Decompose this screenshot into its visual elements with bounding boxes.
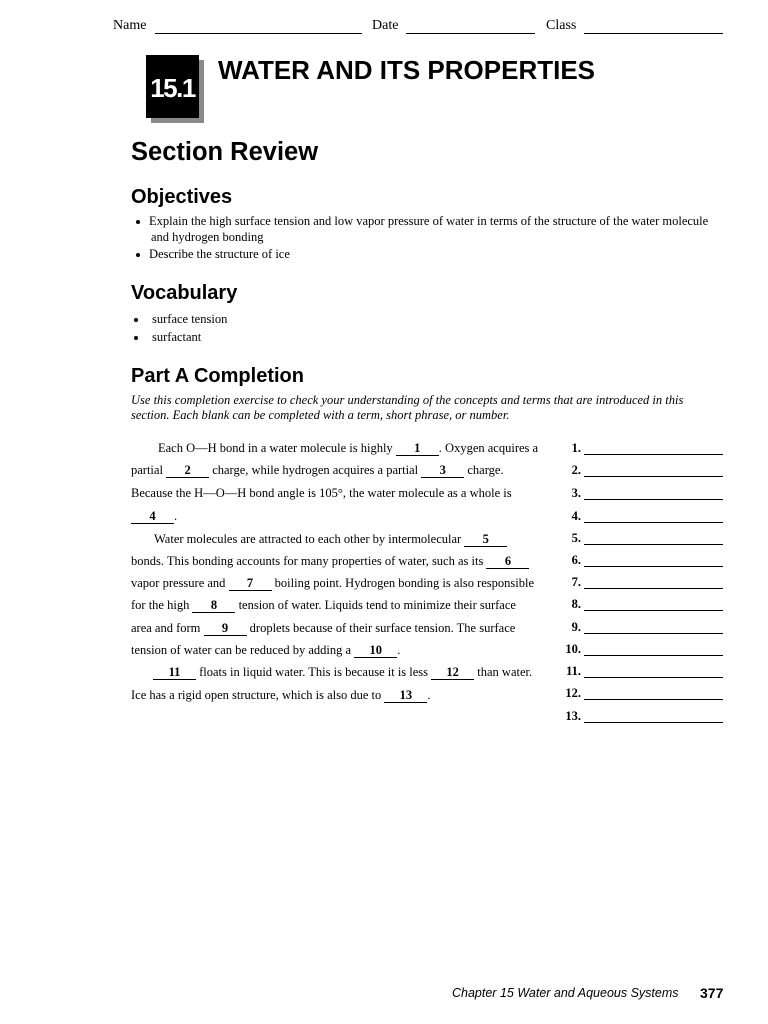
blank-8: 8 bbox=[192, 599, 235, 613]
passage-line bbox=[131, 487, 512, 500]
passage-text: . bbox=[174, 509, 178, 523]
passage-line bbox=[131, 555, 529, 569]
answer-line bbox=[584, 510, 723, 523]
blank-7: 7 bbox=[229, 577, 272, 591]
vocabulary-term: surfactant bbox=[152, 330, 202, 344]
bullet-icon bbox=[136, 220, 140, 224]
passage-text: floats in liquid water. This is because it is less bbox=[196, 665, 432, 679]
objective-text-continued: and hydrogen bonding bbox=[151, 230, 264, 244]
answer-number: 12. bbox=[565, 686, 581, 700]
passage-text: area and form bbox=[131, 621, 204, 635]
passage-line bbox=[131, 644, 400, 658]
answer-number: 6. bbox=[571, 553, 581, 567]
answer-number: 9. bbox=[571, 620, 581, 634]
passage-line bbox=[131, 599, 516, 613]
passage-line bbox=[158, 442, 538, 456]
passage-text: boiling point. Hydrogen bonding is also responsible bbox=[271, 576, 535, 590]
page-number: 377 bbox=[700, 985, 724, 1001]
answer-line bbox=[584, 621, 723, 634]
answer-row bbox=[556, 621, 723, 634]
answer-row bbox=[556, 532, 723, 545]
blank-5: 5 bbox=[464, 533, 507, 547]
passage-text: droplets because of their surface tension. The surface bbox=[246, 621, 516, 635]
answer-line bbox=[584, 487, 723, 500]
answer-line bbox=[584, 643, 723, 656]
answer-row bbox=[556, 710, 723, 723]
answer-number: 13. bbox=[565, 709, 581, 723]
answer-number: 7. bbox=[571, 575, 581, 589]
answer-number: 3. bbox=[571, 486, 581, 500]
passage-line bbox=[131, 510, 177, 524]
passage-text: charge. bbox=[464, 463, 504, 477]
objective-text: Describe the structure of ice bbox=[149, 247, 290, 261]
vocabulary-term: surface tension bbox=[152, 312, 228, 326]
passage-text: Ice has a rigid open structure, which is also due to bbox=[131, 688, 385, 702]
passage-line bbox=[131, 577, 534, 591]
name-line bbox=[155, 33, 362, 34]
blank-13: 13 bbox=[384, 689, 427, 703]
class-line bbox=[584, 33, 723, 34]
answer-line bbox=[584, 442, 723, 455]
passage-text: charge, while hydrogen acquires a partial bbox=[209, 463, 422, 477]
answer-row bbox=[556, 643, 723, 656]
answer-number: 11. bbox=[566, 664, 581, 678]
section-number-badge bbox=[146, 55, 199, 118]
answer-row bbox=[556, 487, 723, 500]
section-title: WATER AND ITS PROPERTIES bbox=[218, 55, 596, 85]
chapter-title: Chapter 15 Water and Aqueous Systems bbox=[452, 986, 679, 1000]
answer-line bbox=[584, 554, 723, 567]
class-label: Class bbox=[546, 18, 577, 33]
answer-line bbox=[584, 687, 723, 700]
passage-text: tension of water. Liquids tend to minimize their surface bbox=[235, 598, 516, 612]
passage-text: . Oxygen acquires a bbox=[438, 441, 539, 455]
passage-text: for the high bbox=[131, 598, 193, 612]
answer-row bbox=[556, 687, 723, 700]
section-number: 15.1 bbox=[150, 72, 195, 103]
passage-line bbox=[131, 464, 504, 478]
passage-line bbox=[131, 689, 431, 703]
passage-line bbox=[154, 533, 507, 547]
section-review-heading: Section Review bbox=[131, 138, 319, 166]
passage-text: bonds. This bonding accounts for many properties of water, such as its bbox=[131, 554, 487, 568]
answer-number: 2. bbox=[571, 463, 581, 477]
passage-line bbox=[131, 622, 515, 636]
answer-row bbox=[556, 442, 723, 455]
vocabulary-heading: Vocabulary bbox=[131, 282, 238, 304]
passage-text: Each O—H bond in a water molecule is highly bbox=[158, 441, 396, 455]
passage-text: vapor pressure and bbox=[131, 576, 229, 590]
passage-text: Because the H—O—H bond angle is 105°, the water molecule as a whole is bbox=[131, 486, 512, 500]
answer-line bbox=[584, 464, 723, 477]
answer-number: 10. bbox=[565, 642, 581, 656]
objective-text: Explain the high surface tension and low vapor pressure of water in terms of the structure of the water molecule bbox=[149, 214, 709, 228]
blank-11: 11 bbox=[153, 666, 196, 680]
bullet-icon bbox=[134, 336, 138, 340]
answer-row bbox=[556, 510, 723, 523]
answer-line bbox=[584, 576, 723, 589]
blank-6: 6 bbox=[486, 555, 529, 569]
blank-12: 12 bbox=[431, 666, 474, 680]
instructions-line: Use this completion exercise to check your understanding of the concepts and terms that are introduced in this bbox=[131, 393, 684, 407]
part-a-heading: Part A Completion bbox=[131, 365, 304, 387]
blank-4: 4 bbox=[131, 510, 174, 524]
passage-text: partial bbox=[131, 463, 167, 477]
answer-row bbox=[556, 576, 723, 589]
answer-number: 5. bbox=[571, 531, 581, 545]
passage-line bbox=[153, 666, 532, 680]
objectives-heading: Objectives bbox=[131, 186, 233, 208]
passage-text: than water. bbox=[474, 665, 533, 679]
answer-number: 4. bbox=[571, 509, 581, 523]
answer-row bbox=[556, 598, 723, 611]
answer-line bbox=[584, 665, 723, 678]
blank-9: 9 bbox=[204, 622, 247, 636]
passage-text: Water molecules are attracted to each other by intermolecular bbox=[154, 532, 465, 546]
blank-10: 10 bbox=[354, 644, 397, 658]
answer-line bbox=[584, 710, 723, 723]
answer-number: 8. bbox=[571, 597, 581, 611]
date-line bbox=[406, 33, 535, 34]
answer-row bbox=[556, 665, 723, 678]
instructions-line: section. Each blank can be completed with a term, short phrase, or number. bbox=[131, 408, 510, 422]
answer-line bbox=[584, 598, 723, 611]
bullet-icon bbox=[136, 253, 140, 257]
passage-text: . bbox=[427, 688, 431, 702]
date-label: Date bbox=[372, 18, 399, 33]
blank-3: 3 bbox=[421, 464, 464, 478]
answer-number: 1. bbox=[571, 441, 581, 455]
bullet-icon bbox=[134, 318, 138, 322]
answer-line bbox=[584, 532, 723, 545]
name-label: Name bbox=[113, 18, 147, 33]
passage-text: tension of water can be reduced by adding a bbox=[131, 643, 355, 657]
answer-row bbox=[556, 464, 723, 477]
answer-row bbox=[556, 554, 723, 567]
passage-text: . bbox=[397, 643, 401, 657]
blank-2: 2 bbox=[166, 464, 209, 478]
blank-1: 1 bbox=[396, 442, 439, 456]
